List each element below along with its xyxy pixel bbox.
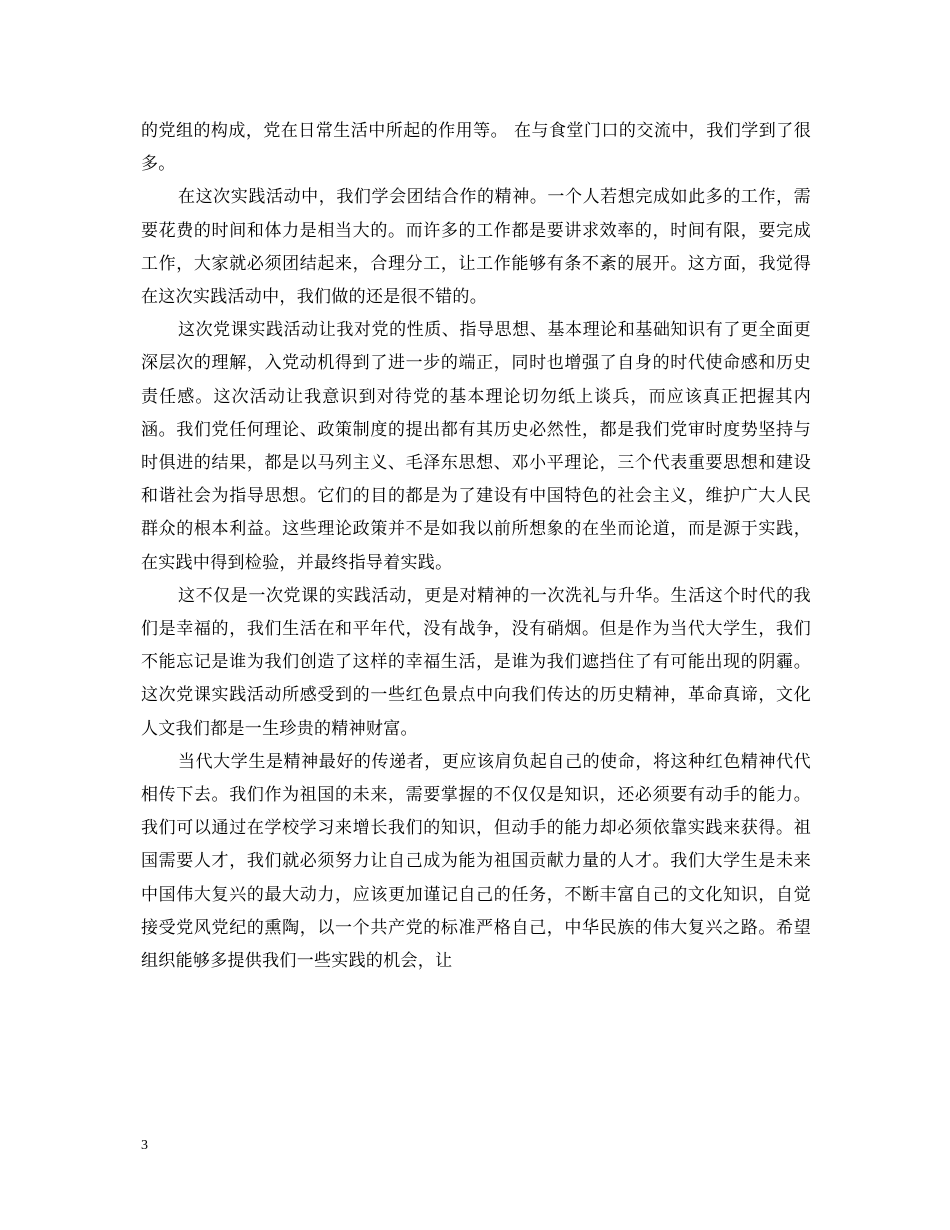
paragraph-teamwork: 在这次实践活动中，我们学会团结合作的精神。一个人若想完成如此多的工作，需要花费的时间和体力是相当大的。而许多的工作都是要讲求效率的，时间有限，要完成工作，大家就必须团结起来，合理分工，让工作能够有条不紊的展开。这方面，我觉得在这次实践活动中，我们做的还是很不错的。 [141,187,811,308]
paragraph-college-students: 当代大学生是精神最好的传递者，更应该肩负起自己的使命，将这种红色精神代代相传下去。我们作为祖国的未来，需要掌握的不仅仅是知识，还必须要有动手的能力。我们可以通过在学校学习来增长我们的知识，但动手的能力却必须依靠实践来获得。祖国需要人才，我们就必须努力让自己成为能为祖国贡献力量的人才。我们大学生是未来中国伟大复兴的最大动力，应该更加谨记自己的任务，不断丰富自己的文化知识，自觉接受党风党纪的熏陶，以一个共产党的标准严格自己，中华民族的伟大复兴之路。希望组织能够多提供我们一些实践的机会，让 [141,751,811,972]
paragraph-continuation: 的党组的构成，党在日常生活中所起的作用等。 在与食堂门口的交流中，我们学到了很多。 [141,121,811,175]
document-body [141,115,811,978]
paragraph-party-theory: 这次党课实践活动让我对党的性质、指导思想、基本理论和基础知识有了更全面更深层次的理解，入党动机得到了进一步的端正，同时也增强了自身的时代使命感和历史责任感。这次活动让我意识到对待党的基本理论切勿纸上谈兵，而应该真正把握其内涵。我们党任何理论、政策制度的提出都有其历史必然性，都是我们党审时度势坚持与时俱进的结果，都是以马列主义、毛泽东思想、邓小平理论，三个代表重要思想和建设和谐社会为指导思想。它们的目的都是为了建设有中国特色的社会主义，维护广大人民群众的根本利益。这些理论政策并不是如我以前所想象的在坐而论道，而是源于实践，在实践中得到检验，并最终指导着实践。 [141,320,811,573]
page-number: 3 [141,1138,148,1153]
paragraph-spiritual-baptism: 这不仅是一次党课的实践活动，更是对精神的一次洗礼与升华。生活这个时代的我们是幸福的，我们生活在和平年代，没有战争，没有硝烟。但是作为当代大学生，我们不能忘记是谁为我们创造了这样的幸福生活，是谁为我们遮挡住了有可能出现的阴霾。这次党课实践活动所感受到的一些红色景点中向我们传达的历史精神，革命真谛，文化人文我们都是一生珍贵的精神财富。 [141,585,811,739]
